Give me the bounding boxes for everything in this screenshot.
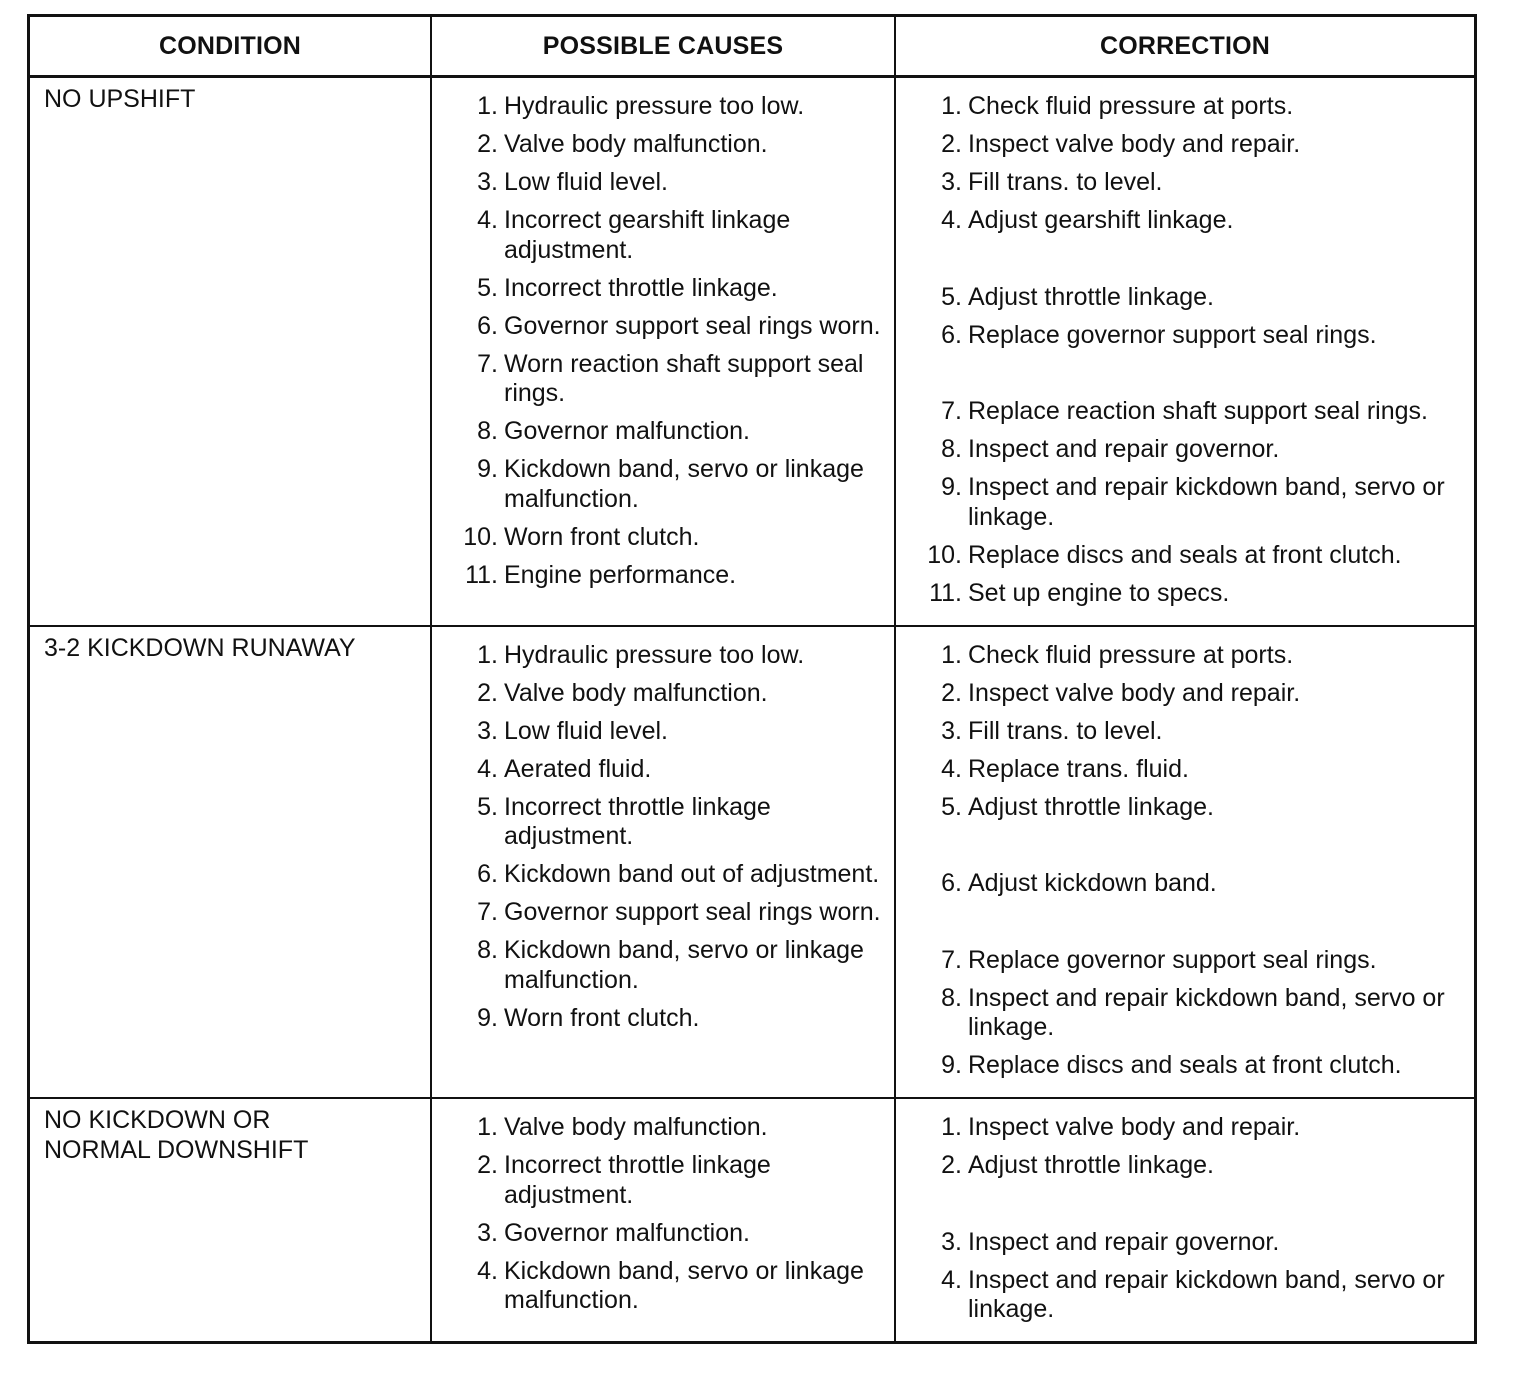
item-text: Replace trans. fluid. xyxy=(968,754,1189,783)
causes-cell xyxy=(430,1099,894,1341)
item-text: Hydraulic pressure too low. xyxy=(504,640,805,669)
correction-cell xyxy=(894,78,1474,625)
list-item xyxy=(896,1266,1468,1325)
condition-cell: NO KICKDOWN OR NORMAL DOWNSHIFT xyxy=(44,1106,309,1164)
item-number: 4. xyxy=(941,1265,962,1294)
list-item xyxy=(896,168,1468,198)
item-number: 1. xyxy=(941,92,962,120)
list-item xyxy=(896,206,1468,236)
list-item xyxy=(896,755,1468,785)
item-text: Inspect and repair kickdown band, servo or linkage. xyxy=(968,983,1445,1041)
item-number: 3. xyxy=(477,716,498,745)
list-item xyxy=(432,641,888,671)
item-text: Governor malfunction. xyxy=(504,1218,750,1247)
list-item xyxy=(896,679,1468,709)
list-item xyxy=(432,679,888,709)
item-number: 2. xyxy=(941,130,962,158)
item-text: Inspect and repair governor. xyxy=(968,1227,1280,1256)
item-number: 1. xyxy=(941,640,962,669)
item-number: 9. xyxy=(941,1051,962,1079)
list-item xyxy=(896,984,1468,1043)
list-item xyxy=(432,898,888,928)
item-number: 5. xyxy=(941,792,962,821)
item-text: Low fluid level. xyxy=(504,716,668,745)
header-possible-causes: POSSIBLE CAUSES xyxy=(430,17,894,75)
item-number: 6. xyxy=(477,860,498,888)
list-item xyxy=(896,579,1468,609)
item-text: Inspect valve body and repair. xyxy=(968,130,1301,158)
item-text: Incorrect throttle linkage adjustment. xyxy=(504,792,771,850)
item-number: 7. xyxy=(941,945,962,974)
item-number: 2. xyxy=(477,130,498,158)
item-text: Adjust throttle linkage. xyxy=(968,792,1214,821)
item-number: 1. xyxy=(477,1113,498,1141)
table-row xyxy=(30,78,1474,627)
item-number: 9. xyxy=(477,455,498,483)
item-number: 4. xyxy=(477,754,498,783)
list-item xyxy=(896,397,1468,427)
item-number: 9. xyxy=(941,473,962,501)
list-item xyxy=(896,473,1468,532)
list-item xyxy=(896,717,1468,747)
item-text: Kickdown band, servo or linkage malfunction. xyxy=(504,936,864,994)
item-text: Inspect valve body and repair. xyxy=(968,678,1301,707)
item-text: Adjust throttle linkage. xyxy=(968,1151,1214,1179)
item-number: 3. xyxy=(477,168,498,196)
item-text: Governor support seal rings worn. xyxy=(504,311,881,340)
item-text: Valve body malfunction. xyxy=(504,1113,768,1141)
item-text: Set up engine to specs. xyxy=(968,578,1230,607)
list-item xyxy=(896,1228,1468,1258)
item-number: 6. xyxy=(477,311,498,340)
item-number: 8. xyxy=(477,936,498,964)
item-number: 2. xyxy=(477,1151,498,1179)
item-number: 5. xyxy=(477,792,498,821)
list-item xyxy=(896,869,1468,899)
causes-cell xyxy=(430,627,894,1098)
item-number: 10. xyxy=(463,522,498,551)
list-item xyxy=(432,130,888,160)
item-number: 4. xyxy=(477,206,498,234)
list-item xyxy=(896,1051,1468,1081)
item-text: Check fluid pressure at ports. xyxy=(968,92,1294,120)
list-item xyxy=(896,92,1468,122)
list-item xyxy=(896,130,1468,160)
correction-cell xyxy=(894,627,1474,1098)
list-item xyxy=(432,860,888,890)
item-number: 3. xyxy=(941,1227,962,1256)
item-number: 7. xyxy=(477,349,498,378)
item-number: 2. xyxy=(477,678,498,707)
item-number: 9. xyxy=(477,1003,498,1032)
item-text: Incorrect gearshift linkage adjustment. xyxy=(504,206,791,264)
item-text: Worn reaction shaft support seal rings. xyxy=(504,349,864,407)
list-item xyxy=(432,523,888,553)
causes-cell xyxy=(430,78,894,625)
item-text: Valve body malfunction. xyxy=(504,678,768,707)
item-number: 3. xyxy=(941,168,962,196)
item-number: 6. xyxy=(941,320,962,349)
header-condition: CONDITION xyxy=(158,31,302,60)
item-text: Hydraulic pressure too low. xyxy=(504,92,805,120)
list-item xyxy=(432,1113,888,1143)
item-number: 7. xyxy=(477,898,498,926)
list-item xyxy=(432,206,888,265)
header-correction: CORRECTION xyxy=(894,17,1474,75)
list-item xyxy=(896,793,1468,823)
condition-cell: NO UPSHIFT xyxy=(44,85,196,113)
list-spacer xyxy=(896,244,1468,274)
list-spacer xyxy=(896,1189,1468,1219)
list-spacer xyxy=(896,907,1468,937)
list-item xyxy=(432,1257,888,1316)
item-text: Incorrect throttle linkage adjustment. xyxy=(504,1151,771,1209)
item-text: Replace discs and seals at front clutch. xyxy=(968,540,1402,569)
item-text: Adjust kickdown band. xyxy=(968,869,1217,897)
item-text: Check fluid pressure at ports. xyxy=(968,640,1294,669)
item-number: 2. xyxy=(941,1151,962,1179)
item-number: 11. xyxy=(929,578,962,607)
item-number: 4. xyxy=(941,206,962,234)
list-item xyxy=(432,717,888,747)
list-item xyxy=(896,435,1468,465)
item-text: Replace governor support seal rings. xyxy=(968,945,1377,974)
item-text: Replace reaction shaft support seal rings. xyxy=(968,397,1428,425)
table-header xyxy=(30,17,1474,78)
item-text: Worn front clutch. xyxy=(504,522,700,551)
causes-list xyxy=(432,627,894,1050)
list-item xyxy=(896,541,1468,571)
item-number: 8. xyxy=(941,435,962,463)
list-item xyxy=(432,274,888,304)
item-number: 7. xyxy=(941,397,962,425)
causes-list xyxy=(432,1099,894,1332)
list-item xyxy=(432,417,888,447)
item-number: 2. xyxy=(941,678,962,707)
item-text: Kickdown band, servo or linkage malfunction. xyxy=(504,455,864,513)
item-text: Low fluid level. xyxy=(504,168,668,196)
list-item xyxy=(896,946,1468,976)
list-item xyxy=(896,641,1468,671)
list-item xyxy=(432,561,888,591)
item-text: Governor support seal rings worn. xyxy=(504,898,881,926)
table-row xyxy=(30,1099,1474,1341)
item-text: Kickdown band, servo or linkage malfunction. xyxy=(504,1256,864,1314)
item-text: Replace governor support seal rings. xyxy=(968,320,1377,349)
correction-cell xyxy=(894,1099,1474,1341)
list-item xyxy=(896,283,1468,313)
item-text: Adjust throttle linkage. xyxy=(968,282,1214,311)
item-text: Governor malfunction. xyxy=(504,417,750,445)
item-text: Replace discs and seals at front clutch. xyxy=(968,1051,1402,1079)
list-item xyxy=(432,1219,888,1249)
item-number: 4. xyxy=(941,754,962,783)
item-text: Fill trans. to level. xyxy=(968,716,1163,745)
item-text: Inspect and repair kickdown band, servo or linkage. xyxy=(968,1265,1445,1323)
list-item xyxy=(896,321,1468,351)
item-number: 8. xyxy=(477,417,498,445)
diagnosis-table xyxy=(27,14,1477,1344)
list-item xyxy=(432,92,888,122)
item-number: 5. xyxy=(941,282,962,311)
item-number: 1. xyxy=(477,640,498,669)
item-number: 3. xyxy=(941,716,962,745)
list-item xyxy=(432,936,888,995)
item-number: 6. xyxy=(941,869,962,897)
list-item xyxy=(896,1113,1468,1143)
list-spacer xyxy=(896,831,1468,861)
list-item xyxy=(432,168,888,198)
item-text: Kickdown band out of adjustment. xyxy=(504,860,880,888)
list-item xyxy=(432,312,888,342)
item-text: Inspect and repair governor. xyxy=(968,435,1280,463)
corrections-list xyxy=(896,1099,1474,1341)
item-text: Incorrect throttle linkage. xyxy=(504,273,778,302)
item-text: Inspect valve body and repair. xyxy=(968,1113,1301,1141)
item-text: Worn front clutch. xyxy=(504,1003,700,1032)
item-text: Inspect and repair kickdown band, servo or linkage. xyxy=(968,473,1445,531)
item-text: Valve body malfunction. xyxy=(504,130,768,158)
condition-cell: 3-2 KICKDOWN RUNAWAY xyxy=(44,633,356,662)
item-number: 1. xyxy=(941,1113,962,1141)
corrections-list xyxy=(896,627,1474,1098)
list-item xyxy=(432,350,888,409)
item-text: Aerated fluid. xyxy=(504,754,652,783)
item-number: 1. xyxy=(477,92,498,120)
item-number: 8. xyxy=(941,983,962,1012)
table-row xyxy=(30,627,1474,1100)
list-item xyxy=(432,755,888,785)
item-text: Fill trans. to level. xyxy=(968,168,1163,196)
item-number: 11. xyxy=(465,560,498,589)
list-item xyxy=(432,793,888,852)
item-text: Engine performance. xyxy=(504,560,737,589)
causes-list xyxy=(432,78,894,607)
item-number: 4. xyxy=(477,1256,498,1285)
list-item xyxy=(432,455,888,514)
item-number: 3. xyxy=(477,1218,498,1247)
corrections-list xyxy=(896,78,1474,625)
item-number: 10. xyxy=(927,540,962,569)
list-item xyxy=(432,1004,888,1034)
list-item xyxy=(432,1151,888,1210)
item-number: 5. xyxy=(477,273,498,302)
list-spacer xyxy=(896,359,1468,389)
item-text: Adjust gearshift linkage. xyxy=(968,206,1234,234)
list-item xyxy=(896,1151,1468,1181)
